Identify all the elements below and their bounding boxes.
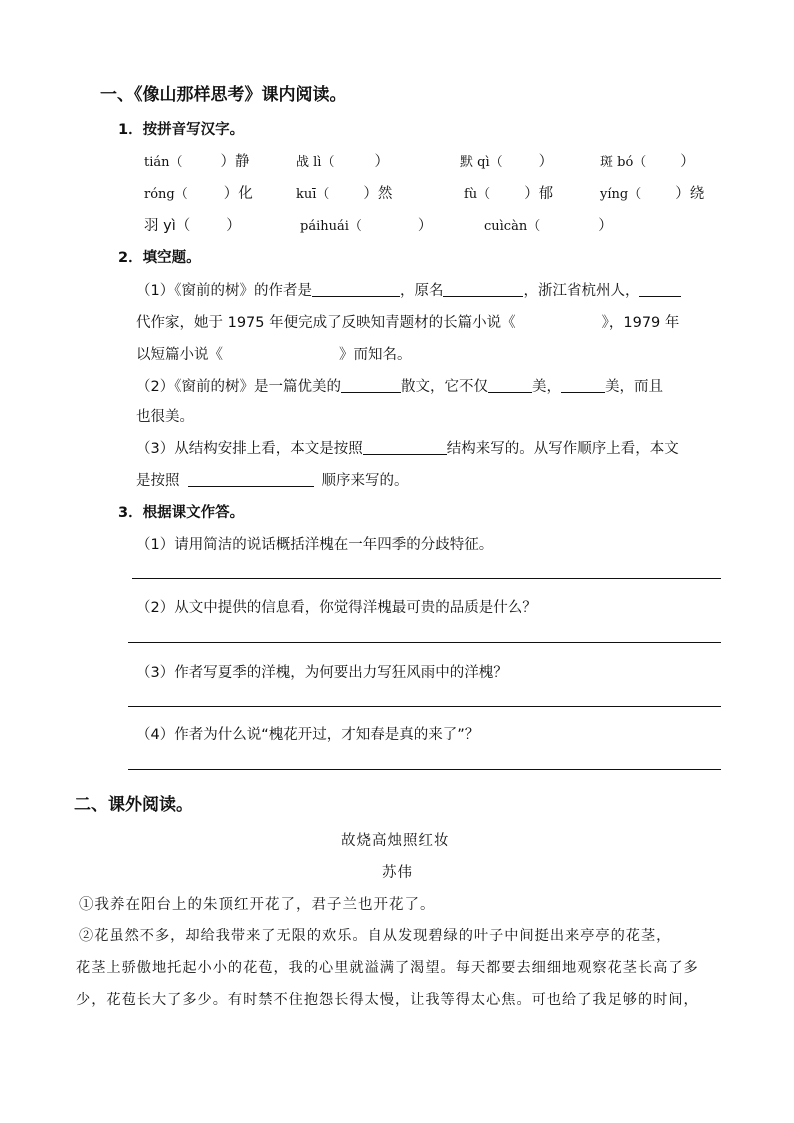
pinyin-item: ）郁 <box>524 186 554 202</box>
text: （1）《窗前的树》的作者是 <box>136 283 312 299</box>
section-title: 一、《像山那样思考》课内阅读。 <box>100 85 347 105</box>
fill-line: 也很美。 <box>136 409 194 425</box>
article-author: 苏伟 <box>382 865 413 881</box>
question-item: （1）请用简洁的说话概括洋槐在一年四季的分歧特征。 <box>136 537 494 553</box>
pinyin-item: 羽 yì（ <box>144 218 191 234</box>
text: ，浙江省杭州人， <box>523 283 640 299</box>
pinyin-item: ） <box>226 218 241 234</box>
text: 顺序来写的。 <box>321 473 409 489</box>
answer-line[interactable] <box>128 706 721 707</box>
pinyin-row <box>144 214 241 235</box>
blank[interactable] <box>341 378 401 393</box>
pinyin-row <box>464 182 553 203</box>
blank[interactable] <box>561 378 605 393</box>
pinyin-item: 默 qì（ <box>460 155 503 170</box>
question-item: （3）作者写夏季的洋槐，为何要出力写狂风雨中的洋槐？ <box>136 665 508 681</box>
pinyin-item: ）静 <box>220 154 250 170</box>
fill-line <box>136 375 663 396</box>
section-title: 二、课外阅读。 <box>74 795 193 815</box>
question-heading: 3．根据课文作答。 <box>118 505 245 521</box>
pinyin-item: ）绕 <box>675 186 705 202</box>
question-item: （2）从文中提供的信息看，你觉得洋槐最可贵的品质是什么？ <box>136 600 537 616</box>
pinyin-item: 斑 bó（ <box>600 155 647 170</box>
answer-line[interactable] <box>132 578 721 579</box>
answer-line[interactable] <box>128 769 721 770</box>
article-line: 花茎上骄傲地托起小小的花苞，我的心里就溢满了渴望。每天都要去细细地观察花茎长高了多 <box>76 960 699 976</box>
pinyin-row <box>484 214 613 235</box>
text: 美， <box>531 379 561 395</box>
question-heading: 2．填空题。 <box>118 250 201 266</box>
fill-line <box>136 311 679 332</box>
pinyin-item: ） <box>680 154 695 170</box>
text: 代作家，她于 1975 年便完成了反映知青题材的长篇小说《 <box>136 315 516 331</box>
pinyin-item: kuī（ <box>296 187 330 202</box>
blank[interactable] <box>639 282 681 297</box>
question-item: （4）作者为什么说“槐花开过，才知春是真的来了”？ <box>136 727 480 743</box>
pinyin-item: páihuái（ <box>300 219 362 234</box>
pinyin-row <box>300 214 432 235</box>
fill-line <box>136 469 409 490</box>
text: （2）《窗前的树》是一篇优美的 <box>136 379 341 395</box>
text: 》，1979 年 <box>601 315 680 331</box>
text: 美，而且 <box>604 379 663 395</box>
pinyin-item: 战 lì（ <box>296 155 335 170</box>
text: 结构来写的。从写作顺序上看，本文 <box>446 441 679 457</box>
pinyin-item: ）化 <box>223 186 253 202</box>
fill-line <box>136 437 679 458</box>
pinyin-item: ） <box>538 154 554 170</box>
answer-line[interactable] <box>128 642 721 643</box>
text: 以短篇小说《 <box>136 347 223 363</box>
fill-line <box>136 343 412 364</box>
article-title: 故烧高烛照红妆 <box>341 833 450 849</box>
blank[interactable] <box>188 472 314 487</box>
pinyin-row <box>600 150 695 171</box>
pinyin-item: róng（ <box>144 187 188 202</box>
text: 》而知名。 <box>339 347 412 363</box>
pinyin-item: ） <box>374 154 389 170</box>
pinyin-row <box>600 182 704 203</box>
pinyin-row <box>296 150 389 171</box>
article-line: 少，花苞长大了多少。有时禁不住抱怨长得太慢，让我等得太心焦。可也给了我足够的时间， <box>76 992 699 1008</box>
pinyin-item: fù（ <box>464 187 491 202</box>
text: 是按照 <box>136 473 180 489</box>
blank[interactable] <box>443 282 523 297</box>
pinyin-item: cuìcàn（ <box>484 219 541 234</box>
pinyin-row <box>460 150 553 171</box>
text: ，原名 <box>399 283 444 299</box>
pinyin-item: tián（ <box>144 155 183 170</box>
pinyin-item: yíng（ <box>600 187 642 202</box>
article-paragraph: ①我养在阳台上的朱顶红开花了，君子兰也开花了。 <box>79 897 436 913</box>
pinyin-row <box>144 182 253 203</box>
text: 散文，它不仅 <box>400 379 488 395</box>
blank[interactable] <box>488 378 532 393</box>
blank[interactable] <box>363 440 447 455</box>
blank[interactable] <box>312 282 400 297</box>
pinyin-item: ） <box>417 218 433 234</box>
fill-line <box>136 279 681 300</box>
pinyin-row <box>296 182 392 203</box>
article-line: ②花虽然不多，却给我带来了无限的欢乐。自从发现碧绿的叶子中间挺出来亭亭的花茎， <box>79 928 672 944</box>
pinyin-item: ） <box>598 218 613 234</box>
pinyin-item: ）然 <box>363 186 393 202</box>
text: （3）从结构安排上看，本文是按照 <box>136 441 363 457</box>
question-heading: 1．按拼音写汉字。 <box>118 122 245 138</box>
pinyin-row <box>144 150 250 171</box>
